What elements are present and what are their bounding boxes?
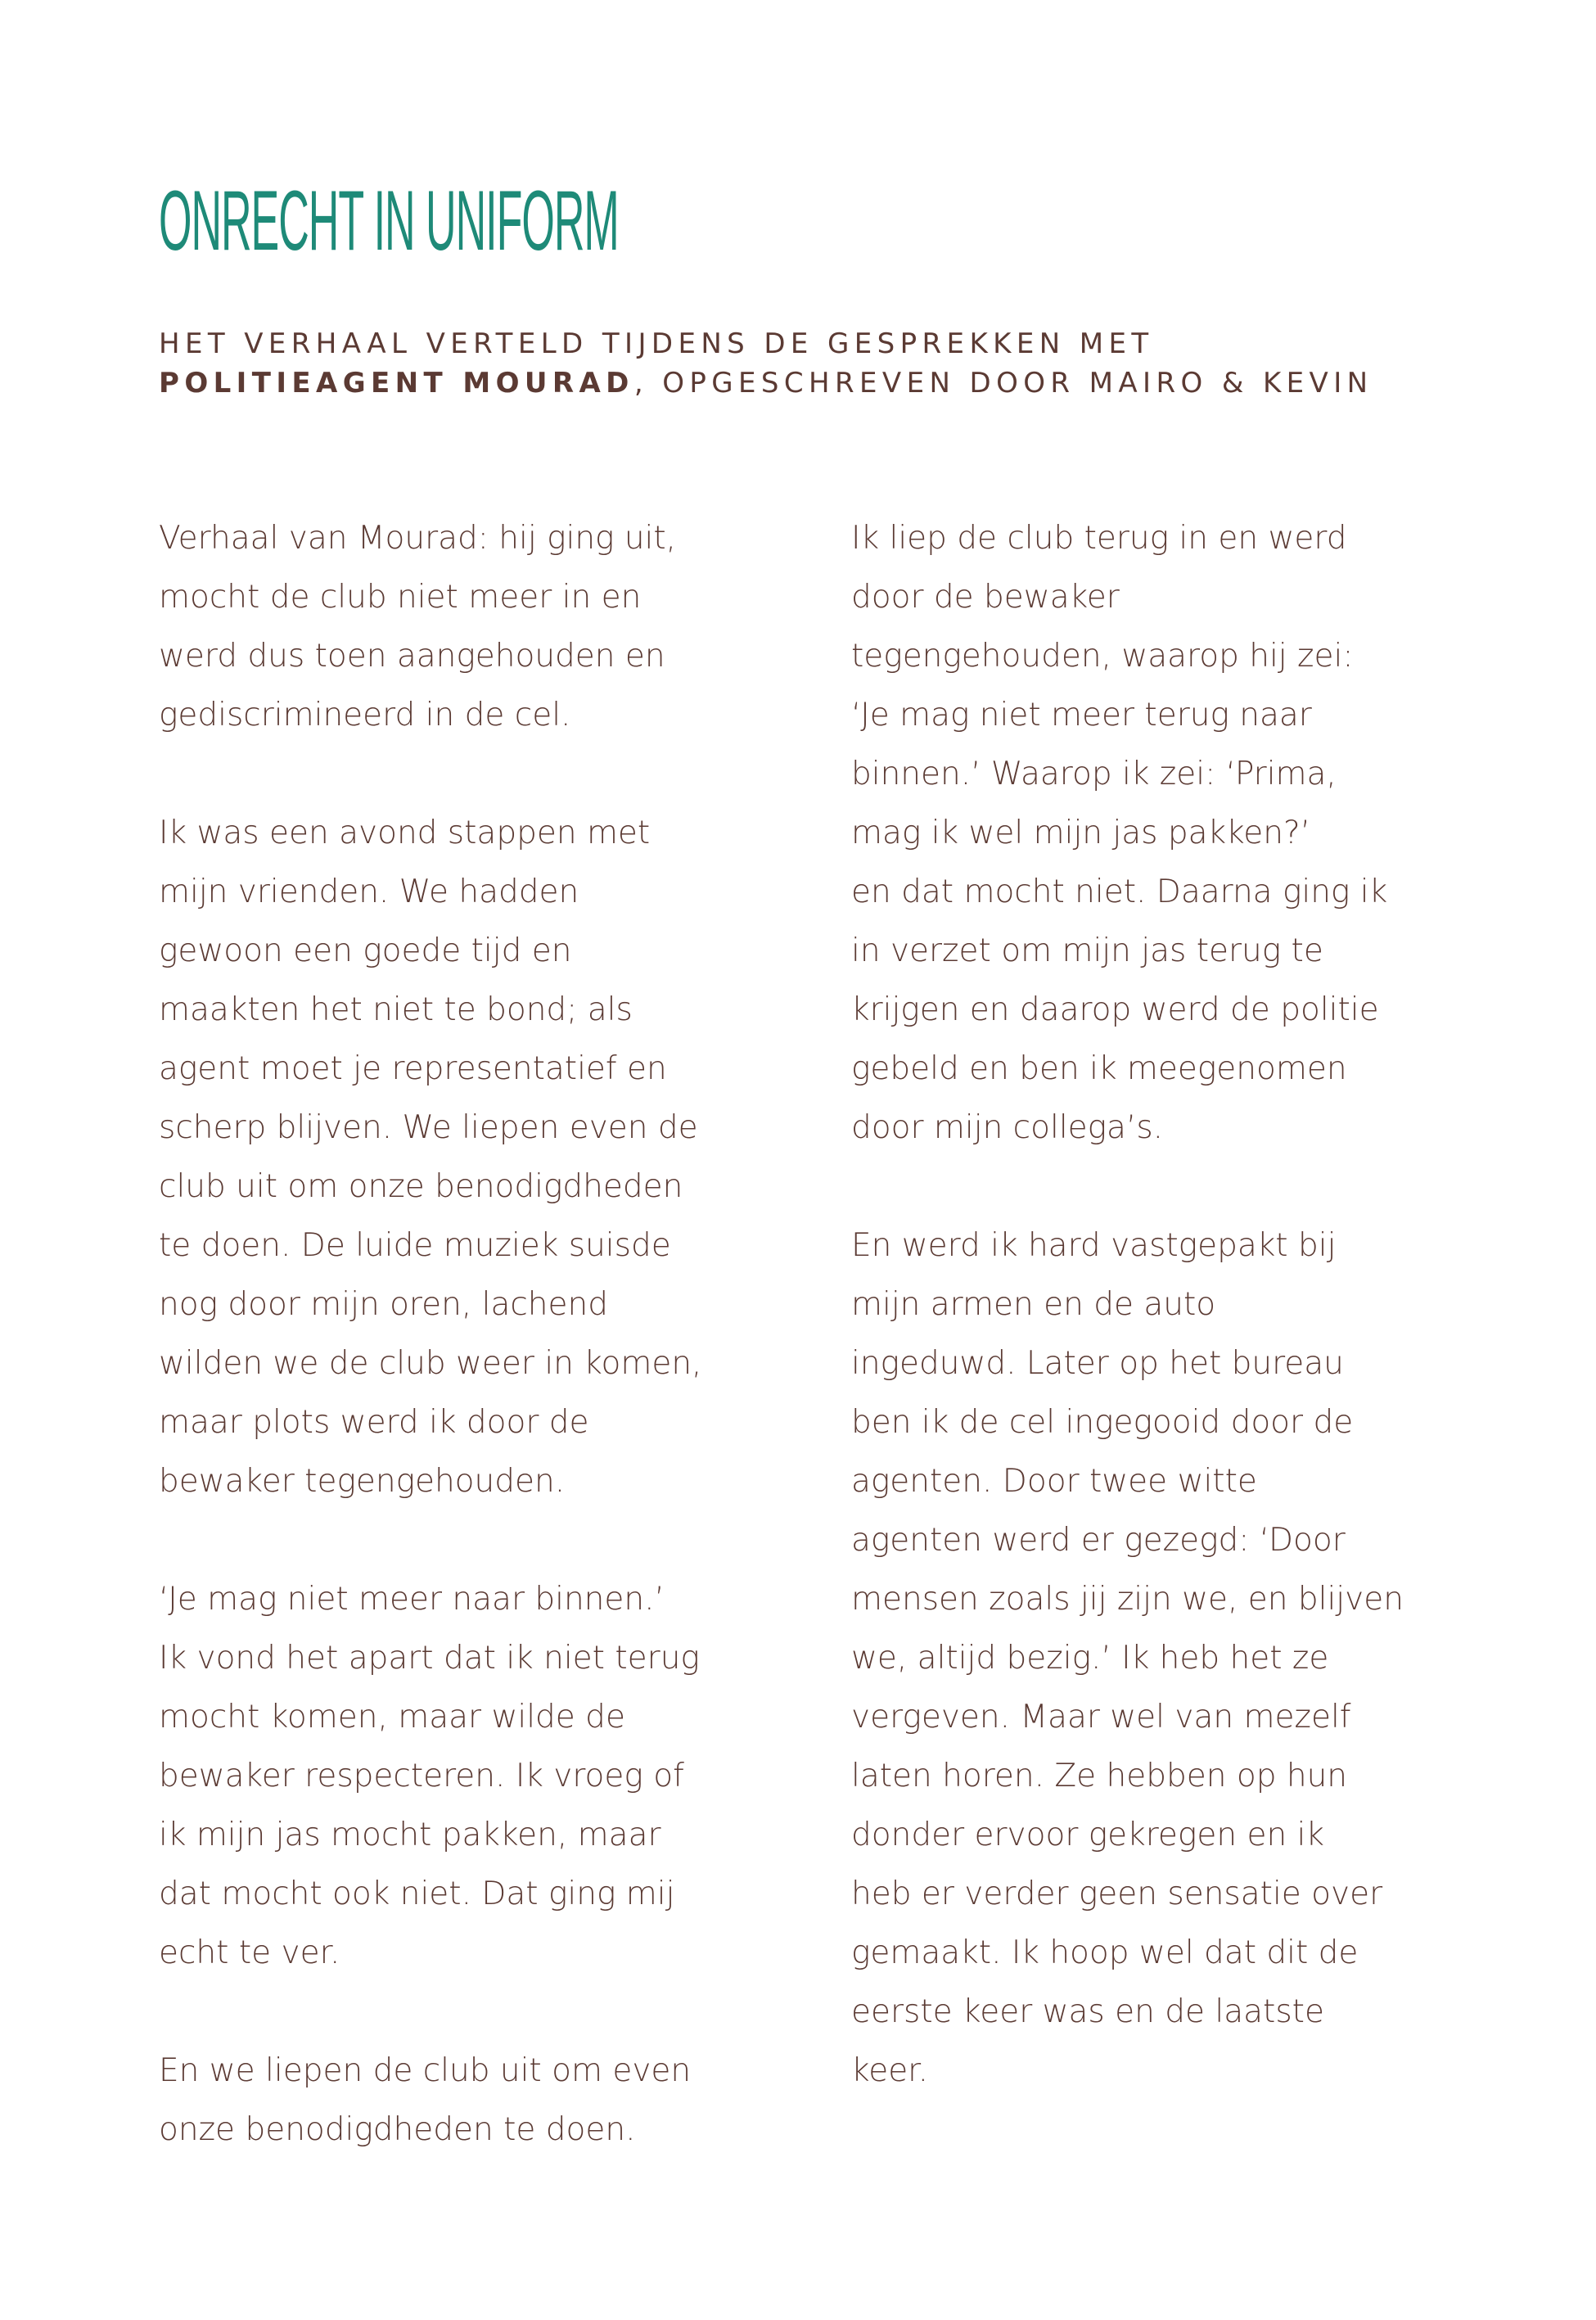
paragraph-line: bewaker respecteren. Ik vroeg of	[159, 1758, 684, 1794]
paragraph	[159, 509, 781, 745]
paragraph-line: vergeven. Maar wel van mezelf	[851, 1699, 1351, 1735]
paragraph-line: en dat mocht niet. Daarna ging ik	[851, 873, 1388, 910]
paragraph-line: Ik vond het apart dat ik niet terug	[159, 1640, 700, 1677]
paragraph-line: club uit om onze benodigdheden	[159, 1168, 683, 1205]
paragraph	[159, 804, 781, 1511]
paragraph-line: werd dus toen aangehouden en	[159, 638, 665, 675]
paragraph-line: keer.	[851, 2052, 929, 2089]
paragraph-line: donder ervoor gekregen en ik	[851, 1817, 1324, 1853]
paragraph-line: eerste keer was en de laatste	[851, 1993, 1324, 2030]
paragraph-line: Verhaal van Mourad: hij ging uit,	[159, 520, 677, 557]
paragraph-line: nog door mijn oren, lachend	[159, 1286, 608, 1323]
paragraph-line: laten horen. Ze hebben op hun	[851, 1758, 1348, 1794]
paragraph-line: gediscrimineerd in de cel.	[159, 697, 571, 733]
page-title: ONRECHT IN UNIFORM	[159, 174, 619, 269]
byline	[159, 324, 1373, 403]
paragraph-line: gewoon een goede tijd en	[159, 932, 572, 969]
paragraph-line: maar plots werd ik door de	[159, 1404, 589, 1441]
paragraph-line: ‘Je mag niet meer terug naar	[851, 697, 1312, 733]
paragraph-line: En we liepen de club uit om even	[159, 2052, 692, 2089]
paragraph-line: agent moet je representatief en	[159, 1050, 667, 1087]
byline-line-2	[159, 363, 1373, 403]
paragraph-line: scherp blijven. We liepen even de	[159, 1109, 698, 1146]
text-column-right	[851, 509, 1473, 2160]
paragraph-line: mocht de club niet meer in en	[159, 579, 642, 616]
paragraph-line: mocht komen, maar wilde de	[159, 1699, 625, 1735]
paragraph-line: bewaker tegengehouden.	[159, 1463, 566, 1500]
byline-author: POLITIEAGENT MOURAD	[159, 367, 634, 399]
paragraph-line: onze benodigdheden te doen.	[159, 2111, 636, 2148]
paragraph-line: gemaakt. Ik hoop wel dat dit de	[851, 1934, 1359, 1971]
paragraph	[159, 1570, 781, 1983]
paragraph-line: in verzet om mijn jas terug te	[851, 932, 1323, 969]
paragraph-line: echt te ver.	[159, 1934, 340, 1971]
paragraph-line: gebeld en ben ik meegenomen	[851, 1050, 1347, 1087]
paragraph-line: binnen.’ Waarop ik zei: ‘Prima,	[851, 756, 1337, 792]
paragraph-line: ingeduwd. Later op het bureau	[851, 1345, 1344, 1382]
byline-line-1: HET VERHAAL VERTELD TIJDENS DE GESPREKKEN MET	[159, 327, 1154, 360]
paragraph-line: krijgen en daarop werd de politie	[851, 991, 1379, 1028]
paragraph-line: Ik liep de club terug in en werd	[851, 520, 1347, 557]
paragraph-line: ‘Je mag niet meer naar binnen.’	[159, 1581, 665, 1618]
paragraph-line: agenten werd er gezegd: ‘Door	[851, 1522, 1346, 1559]
paragraph-line: En werd ik hard vastgepakt bij	[851, 1227, 1337, 1264]
paragraph-line: Ik was een avond stappen met	[159, 815, 651, 851]
paragraph-line: tegengehouden, waarop hij zei:	[851, 638, 1354, 675]
paragraph-line: dat mocht ook niet. Dat ging mij	[159, 1875, 675, 1912]
paragraph-line: mijn armen en de auto	[851, 1286, 1216, 1323]
paragraph	[159, 2042, 781, 2160]
paragraph-line: mag ik wel mijn jas pakken?’	[851, 815, 1311, 851]
paragraph-line: door mijn collega’s.	[851, 1109, 1164, 1146]
paragraph-line: mijn vrienden. We hadden	[159, 873, 579, 910]
paragraph-line: wilden we de club weer in komen,	[159, 1345, 702, 1382]
byline-credits: , OPGESCHREVEN DOOR MAIRO & KEVIN	[633, 367, 1373, 399]
paragraph-line: ben ik de cel ingegooid door de	[851, 1404, 1354, 1441]
text-column-left	[159, 509, 781, 2218]
paragraph-line: te doen. De luide muziek suisde	[159, 1227, 671, 1264]
paragraph-line: we, altijd bezig.’ Ik heb het ze	[851, 1640, 1329, 1677]
paragraph-line: door de bewaker	[851, 579, 1120, 616]
paragraph-line: maakten het niet te bond; als	[159, 991, 633, 1028]
paragraph-line: ik mijn jas mocht pakken, maar	[159, 1817, 661, 1853]
paragraph-line: heb er verder geen sensatie over	[851, 1875, 1383, 1912]
paragraph	[851, 1216, 1473, 2101]
paragraph-line: mensen zoals jij zijn we, en blijven	[851, 1581, 1404, 1618]
paragraph	[851, 509, 1473, 1158]
paragraph-line: agenten. Door twee witte	[851, 1463, 1257, 1500]
